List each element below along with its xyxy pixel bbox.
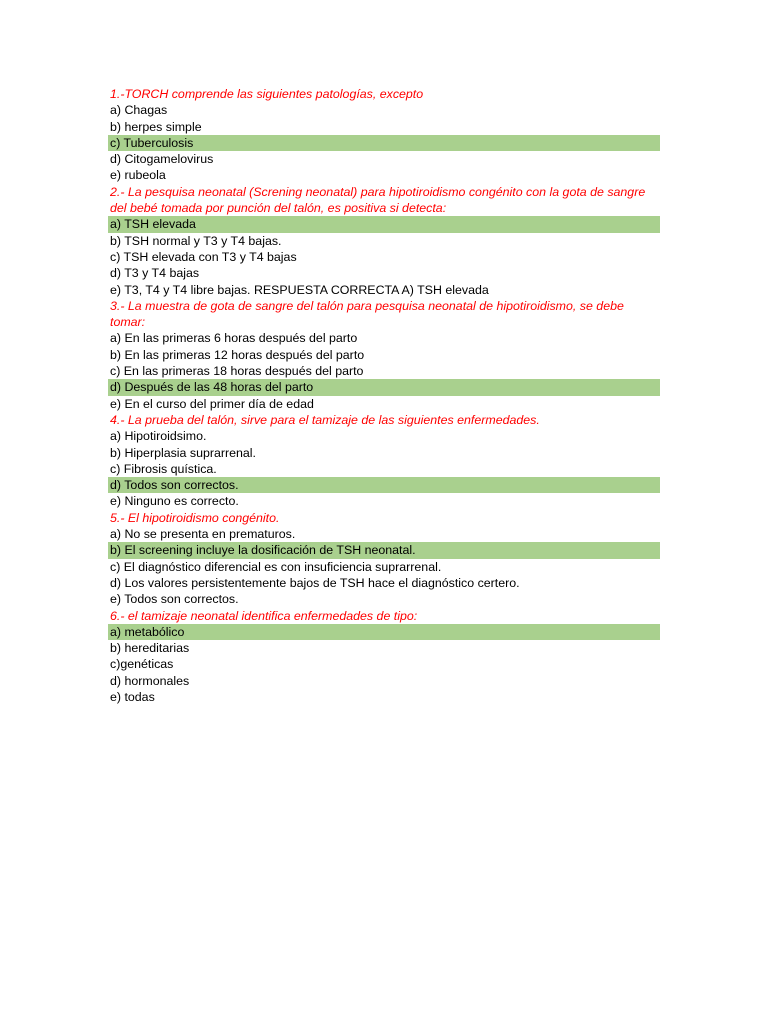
question-5-option-a: a) No se presenta en prematuros. [110, 527, 296, 542]
question-5-option-e: e) Todos son correctos. [110, 592, 239, 607]
question-5-option-b-correct: b) El screening incluye la dosificación de TSH neonatal. [108, 542, 660, 558]
question-5-option-c: c) El diagnóstico diferencial es con insuficiencia suprarrenal. [110, 559, 442, 574]
question-6-prompt: 6.- el tamizaje neonatal identifica enfermedades de tipo: [110, 608, 418, 623]
question-1-prompt: 1.-TORCH comprende las siguientes patologías, excepto [110, 87, 424, 101]
question-1-option-d: d) Citogamelovirus [110, 152, 214, 167]
question-4-option-d-correct: d) Todos son correctos. [108, 477, 660, 493]
question-6-option-c: c)genéticas [110, 657, 174, 672]
question-3-option-d-correct: d) Después de las 48 horas del parto [108, 379, 660, 395]
question-4-prompt: 4.- La prueba del talón, sirve para el tamizaje de las siguientes enfermedades. [110, 412, 540, 427]
question-1-option-b: b) herpes simple [110, 119, 202, 134]
question-6-option-a-correct: a) metabólico [108, 624, 660, 640]
question-6-option-d: d) hormonales [110, 673, 190, 688]
question-5-prompt: 5.- El hipotiroidismo congénito. [110, 510, 280, 525]
question-1-option-e: e) rubeola [110, 168, 166, 183]
question-2-option-a-correct: a) TSH elevada [108, 216, 660, 232]
question-2-prompt: 2.- La pesquisa neonatal (Screning neonatal) para hipotiroidismo congénito con la gota de sangre del bebé tomada por punción del talón, es positiva si detecta: [110, 184, 646, 216]
question-3-prompt: 3.- La muestra de gota de sangre del talón para pesquisa neonatal de hipotiroidismo, se debe tomar: [110, 298, 624, 330]
question-2-option-d: d) T3 y T4 bajas [110, 266, 200, 281]
question-2-option-b: b) TSH normal y T3 y T4 bajas. [110, 233, 282, 248]
question-3-option-e: e) En el curso del primer día de edad [110, 396, 314, 411]
question-2-option-c: c) TSH elevada con T3 y T4 bajas [110, 249, 297, 264]
question-3-option-c: c) En las primeras 18 horas después del parto [110, 364, 364, 379]
question-1-option-a: a) Chagas [110, 103, 168, 118]
quiz-document [108, 86, 660, 705]
question-6-option-e: e) todas [110, 689, 155, 704]
question-1-option-c-correct: c) Tuberculosis [108, 135, 660, 151]
question-5-option-d: d) Los valores persistentemente bajos de TSH hace el diagnóstico certero. [110, 575, 520, 590]
question-3-option-a: a) En las primeras 6 horas después del parto [110, 331, 358, 346]
question-4-option-b: b) Hiperplasia suprarrenal. [110, 445, 257, 460]
question-4-option-c: c) Fibrosis quística. [110, 461, 217, 476]
question-6-option-b: b) hereditarias [110, 641, 190, 656]
question-4-option-e: e) Ninguno es correcto. [110, 494, 239, 509]
question-4-option-a: a) Hipotiroidsimo. [110, 429, 207, 444]
question-3-option-b: b) En las primeras 12 horas después del parto [110, 347, 365, 362]
question-2-option-e: e) T3, T4 y T4 libre bajas. RESPUESTA CORRECTA A) TSH elevada [110, 282, 489, 297]
